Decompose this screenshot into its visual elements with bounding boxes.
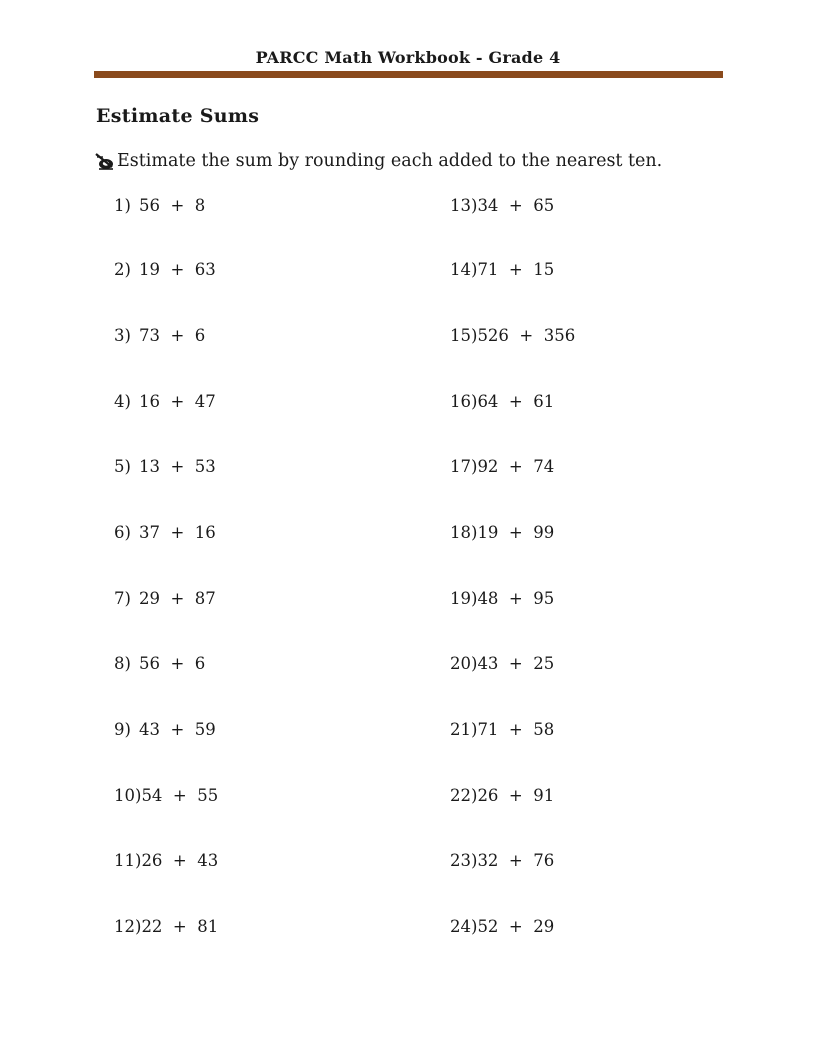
- problem-item: [114, 260, 216, 279]
- problem-number: 4): [114, 392, 131, 411]
- problem-expression: 22 + 81: [141, 917, 219, 936]
- problem-number: 7): [114, 589, 131, 608]
- problem-expression: 26 + 91: [477, 786, 555, 805]
- problem-expression: 13 + 53: [139, 457, 216, 476]
- problem-expression: 19 + 63: [139, 260, 216, 279]
- problem-number: 18): [450, 523, 478, 542]
- problem-number: 9): [114, 720, 131, 739]
- problem-number: 11): [114, 851, 142, 870]
- problem-expression: 56 + 8: [139, 196, 206, 215]
- problem-number: 16): [450, 392, 478, 411]
- problem-number: 21): [450, 720, 478, 739]
- problem-expression: 43 + 59: [139, 720, 216, 739]
- problem-expression: 71 + 15: [477, 260, 555, 279]
- problem-number: 19): [450, 589, 478, 608]
- problem-number: 15): [450, 326, 478, 345]
- header-rule: [94, 71, 723, 78]
- problem-item: [450, 654, 554, 673]
- problem-item: [450, 457, 554, 476]
- problem-number: 8): [114, 654, 131, 673]
- problem-item: [114, 326, 205, 345]
- problem-number: 12): [114, 917, 142, 936]
- problem-number: 13): [450, 196, 478, 215]
- section-title: Estimate Sums: [96, 105, 260, 127]
- problem-item: [114, 851, 218, 870]
- problem-expression: 92 + 74: [477, 457, 555, 476]
- problem-expression: 16 + 47: [139, 392, 216, 411]
- problem-expression: 52 + 29: [477, 917, 555, 936]
- problem-expression: 29 + 87: [139, 589, 216, 608]
- problem-number: 1): [114, 196, 131, 215]
- problem-expression: 43 + 25: [477, 654, 555, 673]
- instruction-text: Estimate the sum by rounding each added to the nearest ten.: [117, 151, 663, 171]
- problem-number: 2): [114, 260, 131, 279]
- problem-number: 17): [450, 457, 478, 476]
- problem-item: [450, 260, 554, 279]
- problem-expression: 64 + 61: [477, 392, 555, 411]
- problem-expression: 48 + 95: [477, 589, 555, 608]
- problem-item: [114, 589, 216, 608]
- problem-item: [114, 654, 205, 673]
- problem-expression: 34 + 65: [477, 196, 555, 215]
- problem-item: [450, 720, 554, 739]
- problem-number: 5): [114, 457, 131, 476]
- problem-number: 20): [450, 654, 478, 673]
- problem-expression: 526 + 356: [477, 326, 576, 345]
- problem-expression: 56 + 6: [139, 654, 206, 673]
- problem-item: [450, 917, 554, 936]
- problem-number: 24): [450, 917, 478, 936]
- problem-number: 10): [114, 786, 142, 805]
- problem-item: [114, 917, 218, 936]
- problem-item: [114, 457, 216, 476]
- instruction: [94, 150, 662, 172]
- problem-expression: 26 + 43: [141, 851, 219, 870]
- problem-item: [450, 523, 554, 542]
- problem-item: [450, 196, 554, 215]
- problem-item: [114, 392, 216, 411]
- problem-expression: 37 + 16: [139, 523, 216, 542]
- problem-item: [450, 589, 554, 608]
- problem-item: [114, 523, 216, 542]
- problem-item: [114, 720, 216, 739]
- problem-number: 6): [114, 523, 131, 542]
- problem-expression: 71 + 58: [477, 720, 555, 739]
- problem-number: 23): [450, 851, 478, 870]
- problem-number: 22): [450, 786, 478, 805]
- problem-item: [450, 392, 554, 411]
- problem-item: [114, 786, 218, 805]
- problem-expression: 32 + 76: [477, 851, 555, 870]
- problem-number: 3): [114, 326, 131, 345]
- problem-item: [450, 326, 575, 345]
- problem-item: [114, 196, 205, 215]
- problem-item: [450, 851, 554, 870]
- workbook-title: PARCC Math Workbook - Grade 4: [255, 48, 561, 67]
- problem-expression: 19 + 99: [477, 523, 555, 542]
- problem-expression: 73 + 6: [139, 326, 206, 345]
- pencil-icon: [94, 150, 116, 172]
- problem-expression: 54 + 55: [141, 786, 219, 805]
- problem-item: [450, 786, 554, 805]
- problem-number: 14): [450, 260, 478, 279]
